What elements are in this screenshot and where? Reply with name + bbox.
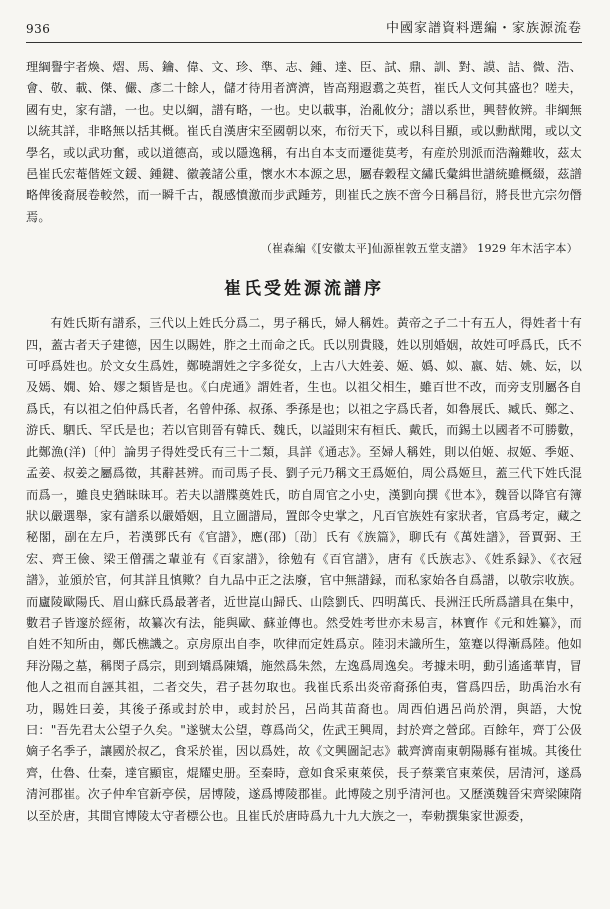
body-text [26, 57, 582, 827]
section-title: 崔氏受姓源流譜序 [224, 279, 384, 300]
header-divider [26, 42, 582, 43]
top-paragraph: 理綱譽宇者煥、熠、馬、鑰、偉、文、珍、準、志、鍾、達、臣、試、鼎、訓、對、謨、詰、微、浩、會、敬、載、傑、儼、彥二十餘人，儲才待用者濟濟，皆高翔遐翥之英哲，崔氏人文何其盛也？嗟夫，國有史，家有譜，一也。史以綱，譜有略，一也。史以載事，治亂攸分；譜以系世，興替攸辨。非綱無以統其詳，非略無以括其概。崔氏自漢唐宋至國朝以來，布衍天下，或以科目顯，或以勳猷聞，或以文學名，或以武功奮，或以道德高，或以隱逸稱，有出自本支而遷徙莫考，有産於別派而浩瀚難收，茲太邑崔氏宏菴偕姪文鍰、鍾鍵、徽義諸公重，懷水木本源之思，屬春穀程文繡氏彙緝世譜統雖概綴，茲譜略俾後裔展卷較然，而一瞬千古，覩感憤激而步武踵芳，則崔氏之族不啻今日稱昌衍，將長世亢宗勿僭焉。 [26, 60, 582, 224]
source-citation: （崔森編《[安徽太平]仙源崔敦五堂支譜》 1929 年木活字本） [260, 242, 578, 256]
page-number: 936 [26, 22, 51, 36]
running-header [26, 14, 582, 36]
main-paragraph: 有姓氏斯有譜系，三代以上姓氏分爲二，男子稱氏，婦人稱姓。黃帝之子二十有五人，得姓者十有四，蓋古者天子建德，因生以賜姓，胙之土而命之氏。氏以別貴賤，姓以別婚姻，故姓可呼爲氏，氏不可呼爲姓也。於文女生爲姓，鄭曉謂姓之字多從女，上古八大姓姜、姬、嬀、姒、嬴、姞、姚、妘，以及嫣、嫺、姶、嫪之類皆是也。《白虎通》謂姓者，生也。以祖父相生，雖百世不改，而旁支別屬各自爲氏，有以祖之伯仲爲氏者，名曾仲孫、叔孫、季孫是也；以祖之字爲氏者，如魯展氏、臧氏、鄭之、游氏、駟氏、罕氏是也；若以官則晉有韓氏、魏氏，以謚則宋有桓氏、戴氏，而錫土以國者不可勝數，此鄭漁(洋)〔仲〕論男子得姓受氏有三十二類，具詳《通志》。至婦人稱姓，則以伯姬、叔姬、季姬、孟姜、叔姜之屬爲徵，其辭甚辨。而司馬子長、劉子元乃稱文王爲姬伯，周公爲姬旦，蓋三代下姓氏混而爲一，雖良史猶昧昧耳。若夫以譜牒奠姓氏，昉自周官之小史，漢劉向撰《世本》，魏晉以降官有簿狀以嚴選舉，家有譜系以嚴婚姻，且立圖譜局，置郎令史掌之，凡百官族姓有家狀者，官爲考定，藏之秘閣，副在左戶，若漢鄧氏有《官譜》，應(邵)〔劭〕氏有《族篇》，聊氏有《萬姓譜》，晉賈弼、王宏、齊王儉、梁王僧孺之輩並有《百家譜》，徐勉有《百官譜》，唐有《氏族志》、《姓系録》、《衣冠譜》，並頒於官，何其詳且慎歟？自九品中正之法廢，官中無譜録，而私家始各自爲譜，以敬宗收族。而廬陵歐陽氏、眉山蘇氏爲最著者，近世崑山歸氏、山陰劉氏、四明萬氏、長洲汪氏所爲譜具在集中，數君子皆邃於經術，故纂次有法，能與歐、蘇並傳也。然受姓考世亦未易言，林寶作《元和姓纂》，而自姓不知所由，鄭氏樵譏之。京房原出自李，吹律而定姓爲京。陸羽未識所生，筮蹇以得漸爲陸。他如拜汾陽之墓，稱閔子爲宗，則到矯爲陳矯，施然爲朱然，左逸爲周逸矣。考據未明，動引遙遙華胄，冒他人之祖而自誣其祖，二者交失，君子甚勿取也。我崔氏系出炎帝裔孫伯夷，嘗爲四岳，助禹治水有功，賜姓曰姜，其後子孫或封於申，或封於呂，呂尚其苗裔也。周西伯遇呂尚於渭，與語，大悅曰："吾先君太公望子久矣。"遂號太公望，尊爲尚父，佐武王興周，封於齊之營邱。百餘年，齊丁公伋嫡子名季子，讓國於叔乙，食采於崔，因以爲姓，故《文興圖記志》載齊濟南東朝陽縣有崔城。其後仕齊，仕魯、仕秦，達官顯宦，焜耀史册。至秦時，意如食采東萊侯，長子蔡業官東萊侯，居清河，遂爲清河郡崔。次子仲牟官新亭侯，居博陵，遂爲博陵郡崔。此博陵之別乎清河也。又歷漢魏晉宋齊梁陳隋以至於唐，其間官博陵太守者標公也。且崔氏於唐時爲九十九大族之一，奉勅撰集家世源委， [26, 316, 582, 823]
running-title: 中國家譜資料選編・家族源流卷 [385, 21, 582, 36]
